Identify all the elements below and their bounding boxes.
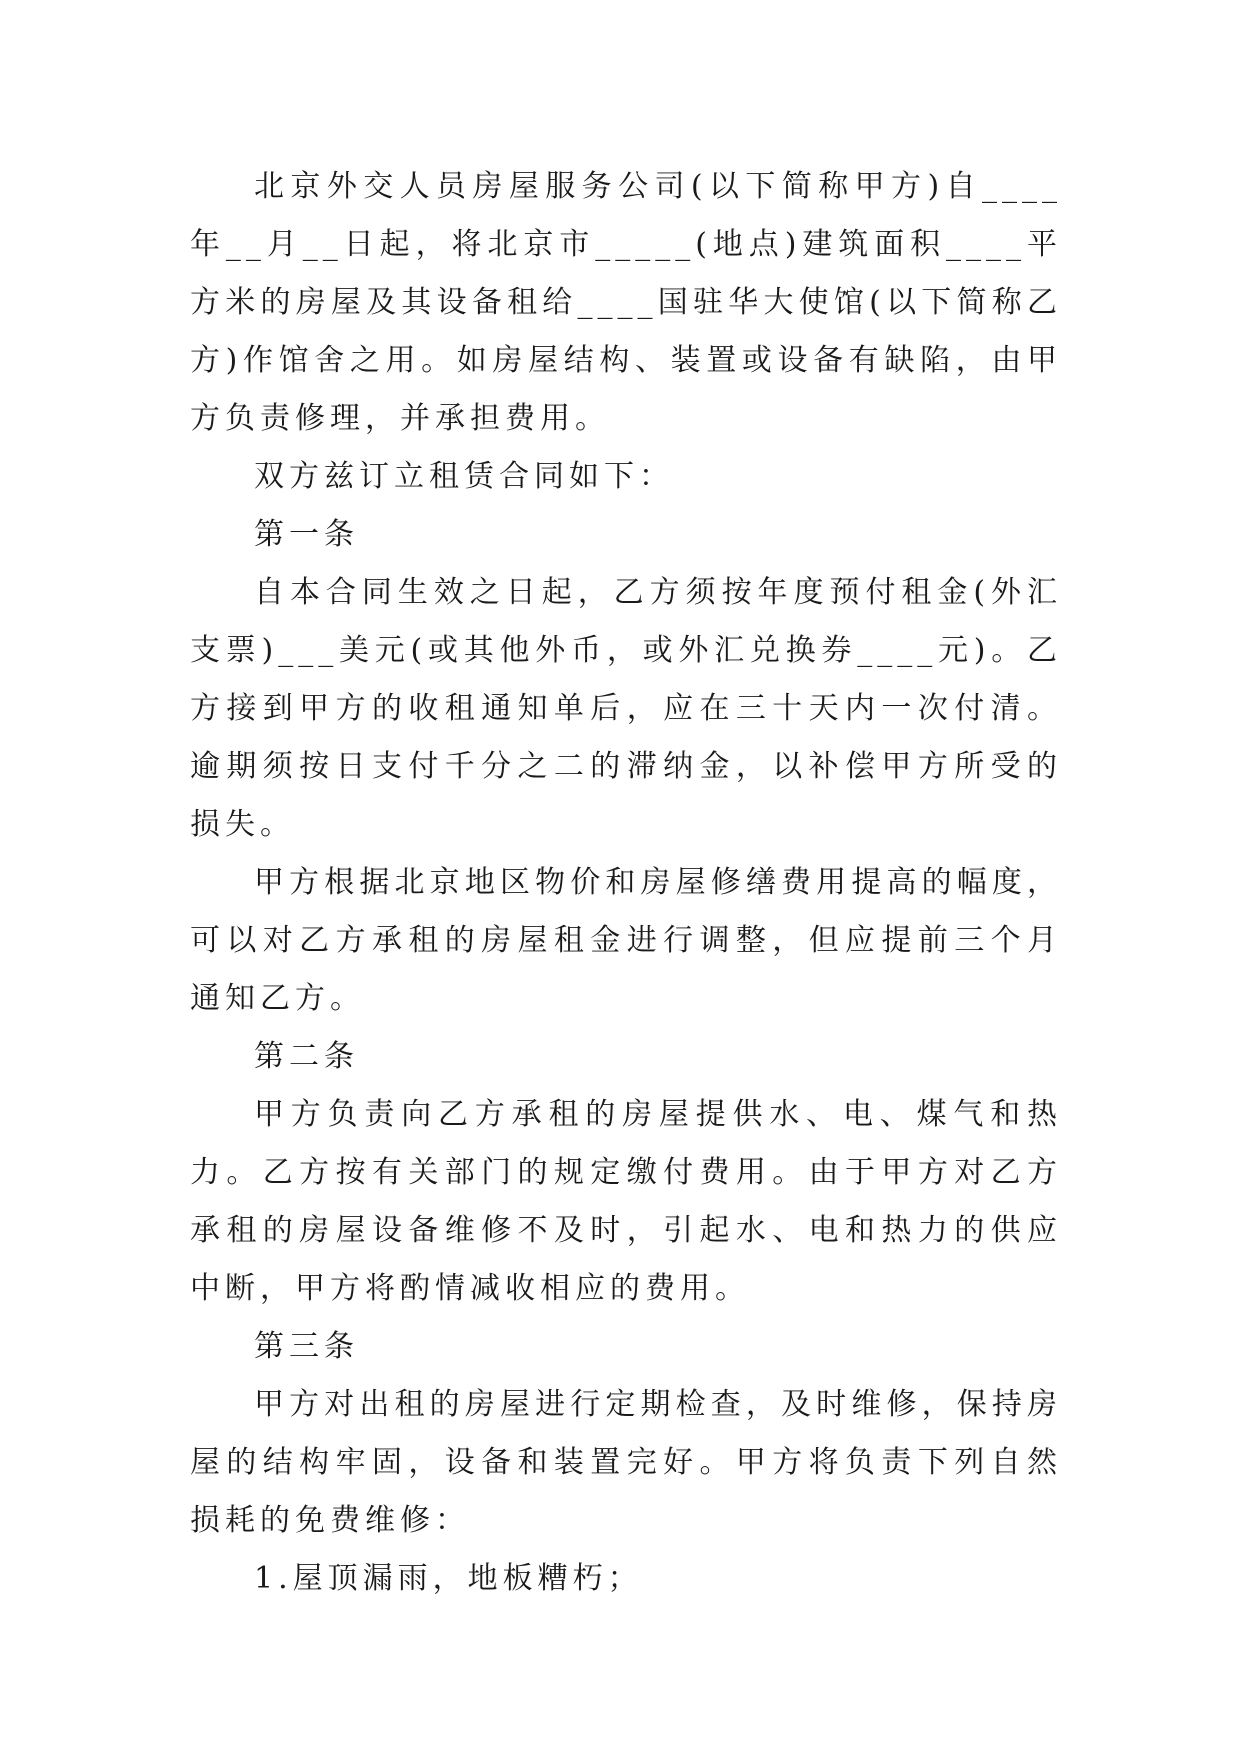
article-1-heading: 第一条 xyxy=(254,517,359,552)
intro-paragraph: 北京外交人员房屋服务公司(以下简称甲方)自____年__月__日起，将北京市_____(地点)建筑面积____平方米的房屋及其设备租给____国驻华大使馆(以下简称乙方)作馆舍之用。如房屋结构、装置或设备有缺陷，由甲方负责修理，并承担费用。 xyxy=(190,169,1062,436)
article-2-heading: 第二条 xyxy=(254,1039,359,1074)
article-3-heading: 第三条 xyxy=(254,1329,359,1364)
article-1-paragraph-1: 自本合同生效之日起，乙方须按年度预付租金(外汇支票)___美元(或其他外币，或外汇兑换券____元)。乙方接到甲方的收租通知单后，应在三十天内一次付清。逾期须按日支付千分之二的滞纳金，以补偿甲方所受的损失。 xyxy=(190,575,1062,842)
document-body xyxy=(190,158,1062,1608)
contract-preamble: 双方兹订立租赁合同如下： xyxy=(254,459,674,494)
article-2-paragraph: 甲方负责向乙方承租的房屋提供水、电、煤气和热力。乙方按有关部门的规定缴付费用。由于甲方对乙方承租的房屋设备维修不及时，引起水、电和热力的供应中断，甲方将酌情减收相应的费用。 xyxy=(190,1097,1062,1306)
article-1-paragraph-2: 甲方根据北京地区物价和房屋修缮费用提高的幅度，可以对乙方承租的房屋租金进行调整，但应提前三个月通知乙方。 xyxy=(190,865,1062,1016)
article-3-paragraph: 甲方对出租的房屋进行定期检查，及时维修，保持房屋的结构牢固，设备和装置完好。甲方将负责下列自然损耗的免费维修： xyxy=(190,1387,1062,1538)
list-item-1: 1.屋顶漏雨，地板糟朽； xyxy=(254,1561,643,1596)
